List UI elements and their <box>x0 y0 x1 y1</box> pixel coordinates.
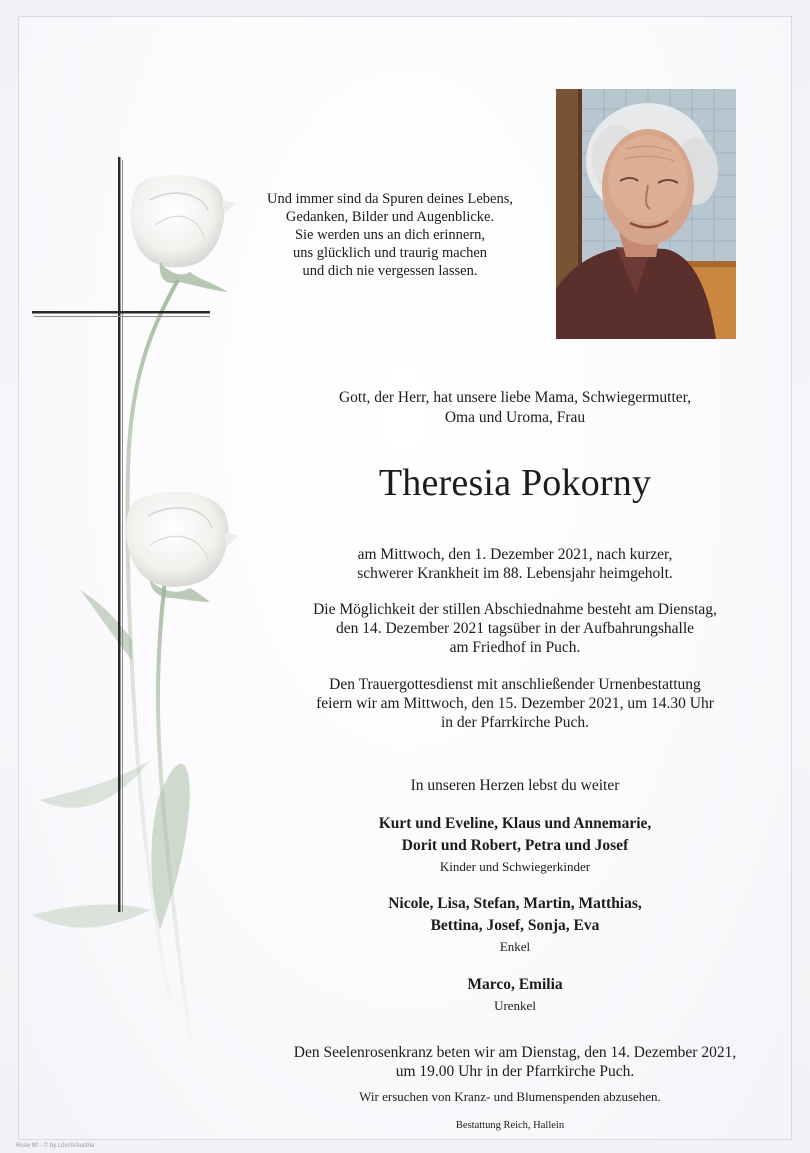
verse-line: Und immer sind da Spuren deines Lebens, <box>266 191 514 207</box>
service-line: in der Pfarrkirche Puch. <box>440 714 590 731</box>
death-details <box>270 545 760 583</box>
mourner-names-line: Kurt und Eveline, Klaus und Annemarie, <box>378 815 652 832</box>
verse-line: Gedanken, Bilder und Augenblicke. <box>285 209 495 225</box>
memorial-verse <box>250 190 530 280</box>
verse-line: uns glücklich und traurig machen <box>292 245 488 261</box>
print-credit: Rose 90 - © by Lösch/Austria <box>16 1143 95 1149</box>
remembrance-line: In unseren Herzen lebst du weiter <box>410 777 620 794</box>
mourner-group-grandchildren <box>330 893 700 956</box>
farewell-line: Die Möglichkeit der stillen Abschiednahme besteht am Dienstag, <box>313 601 717 618</box>
service-line: Den Trauergottesdienst mit anschließender Urnenbestattung <box>329 676 701 693</box>
rose-stems <box>32 280 190 1040</box>
funeral-service-details <box>270 675 760 732</box>
rosary-details <box>255 1043 775 1081</box>
mourner-names-line: Bettina, Josef, Sonja, Eva <box>430 917 600 934</box>
farewell-line: den 14. Dezember 2021 tagsüber in der Aufbahrungshalle <box>335 620 695 637</box>
death-line: schwerer Krankheit im 88. Lebensjahr heimgeholt. <box>357 565 673 582</box>
mourner-names-line: Dorit und Robert, Petra und Josef <box>401 837 629 854</box>
portrait-photo <box>556 89 736 339</box>
rosary-line: Den Seelenrosenkranz beten wir am Dienstag, den 14. Dezember 2021, <box>293 1044 737 1061</box>
mourner-names-line: Nicole, Lisa, Stefan, Martin, Matthias, <box>388 895 642 912</box>
mourner-role: Urenkel <box>494 998 536 1013</box>
rosary-line: um 19.00 Uhr in der Pfarrkirche Puch. <box>395 1063 635 1080</box>
undertaker-credit: Bestattung Reich, Hallein <box>455 1120 565 1131</box>
mourner-names <box>330 893 700 937</box>
deceased-name: Theresia Pokorny <box>378 462 652 504</box>
verse-line: und dich nie vergessen lassen. <box>302 263 478 279</box>
top-rose <box>131 175 236 292</box>
death-line: am Mittwoch, den 1. Dezember 2021, nach kurzer, <box>357 546 673 563</box>
announcement-intro <box>280 388 750 428</box>
farewell-details <box>270 600 760 657</box>
mourner-role: Kinder und Schwiegerkinder <box>439 859 591 874</box>
portrait-image <box>556 89 736 339</box>
farewell-line: am Friedhof in Puch. <box>449 639 581 656</box>
mourner-group-great-grandchildren <box>330 974 700 1015</box>
donation-note: Wir ersuchen von Kranz- und Blumenspenden abzusehen. <box>359 1089 661 1104</box>
intro-line: Oma und Uroma, Frau <box>444 409 586 426</box>
mourner-names <box>330 974 700 996</box>
mourner-names <box>330 813 700 857</box>
mourner-group-children <box>330 813 700 876</box>
middle-rose <box>126 492 238 602</box>
mourner-role: Enkel <box>499 939 531 954</box>
intro-line: Gott, der Herr, hat unsere liebe Mama, Schwiegermutter, <box>338 389 692 406</box>
verse-line: Sie werden uns an dich erinnern, <box>294 227 486 243</box>
mourner-names-line: Marco, Emilia <box>467 976 563 993</box>
service-line: feiern wir am Mittwoch, den 15. Dezember 2021, um 14.30 Uhr <box>316 695 714 712</box>
